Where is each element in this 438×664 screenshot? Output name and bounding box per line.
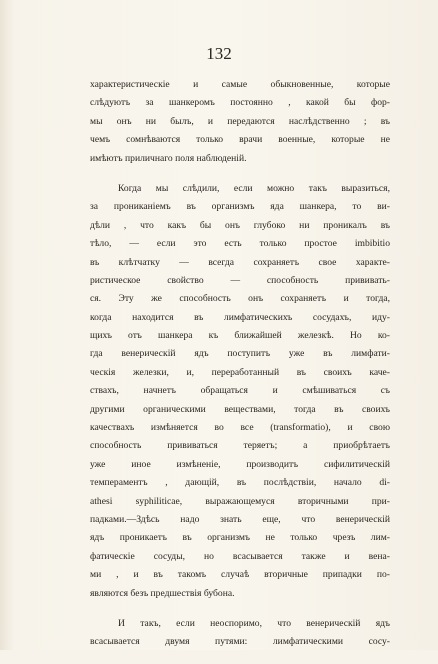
paragraph bbox=[90, 180, 390, 603]
text-line: ми , и въ такомъ случаѣ вторичные припадки по- bbox=[90, 569, 390, 581]
text-line: въ клѣтчатку — всегда сохраняетъ свое характе- bbox=[90, 256, 390, 268]
body-text bbox=[90, 76, 390, 664]
text-line: темпераментъ , дающій, въ послѣдствіи, начало di- bbox=[90, 477, 390, 489]
paragraph bbox=[90, 615, 390, 652]
text-line: мы онъ ни былъ, и передаются наслѣдственно ; въ bbox=[90, 115, 390, 127]
text-line: ствахъ, начнетъ обращаться и смѣшиваться съ bbox=[90, 385, 390, 397]
text-line: качествахъ измѣняется во все (transformatio), и свою bbox=[90, 422, 390, 434]
text-line: чемъ сомнѣваются только врачи военные, которые не bbox=[90, 134, 390, 146]
text-line: тѣло, — если это есть только простое imbibitio bbox=[90, 238, 390, 250]
text-line: характеристическіе и самые обыкновенные, которые bbox=[90, 79, 390, 90]
text-line: всасывается двумя путями: лимфатическими сосу- bbox=[90, 636, 390, 648]
text-line: ядъ проникаетъ въ организмъ не только чрезъ лим- bbox=[90, 532, 390, 544]
text-line: щихъ отъ шанкера къ ближайшей железкѣ. Но ко- bbox=[90, 330, 390, 342]
text-line: athesi syphiliticae, выражающемуся вторичными при- bbox=[90, 495, 390, 507]
text-line: имѣютъ приличнаго поля наблюденій. bbox=[90, 152, 247, 164]
text-line: фатическіе сосуды, но всасывается также и вена- bbox=[90, 550, 390, 562]
text-line: падками.—Здѣсь надо знать еще, что венерическій bbox=[90, 513, 390, 525]
text-line: когда находится въ лимфатическихъ сосудахъ, иду- bbox=[90, 311, 390, 323]
text-line: И такъ, если неоспоримо, что венерическій ядъ bbox=[118, 617, 390, 629]
text-line: за прониканіемъ въ организмъ яда шанкера, то ви- bbox=[90, 201, 390, 213]
text-line: ческія железки, и, переработанный въ своихъ каче- bbox=[90, 366, 390, 378]
page-number: 132 bbox=[206, 44, 232, 63]
text-line: ристическое свойство — способность прививать- bbox=[90, 274, 390, 286]
text-line: уже иное измѣненіе, производитъ сифилитическій bbox=[90, 458, 390, 470]
text-line: ся. Эту же способность онъ сохраняетъ и тогда, bbox=[90, 293, 390, 305]
paragraph bbox=[90, 76, 390, 168]
text-line: гда венерическій ядъ поступитъ уже въ лимфати- bbox=[90, 348, 390, 360]
text-line: способность прививаться теряетъ; а приобрѣтаетъ bbox=[90, 440, 390, 452]
text-line: дѣли , что какъ бы онъ глубоко ни проникалъ въ bbox=[90, 219, 390, 231]
text-line: слѣдуютъ за шанкеромъ постоянно , какой бы фор- bbox=[90, 97, 390, 109]
text-line: другими органическими веществами, тогда въ своихъ bbox=[90, 403, 390, 415]
text-line: Когда мы слѣдили, если можно такъ выразиться, bbox=[118, 182, 390, 194]
text-line: являются безъ предшествія бубона. bbox=[90, 587, 235, 599]
